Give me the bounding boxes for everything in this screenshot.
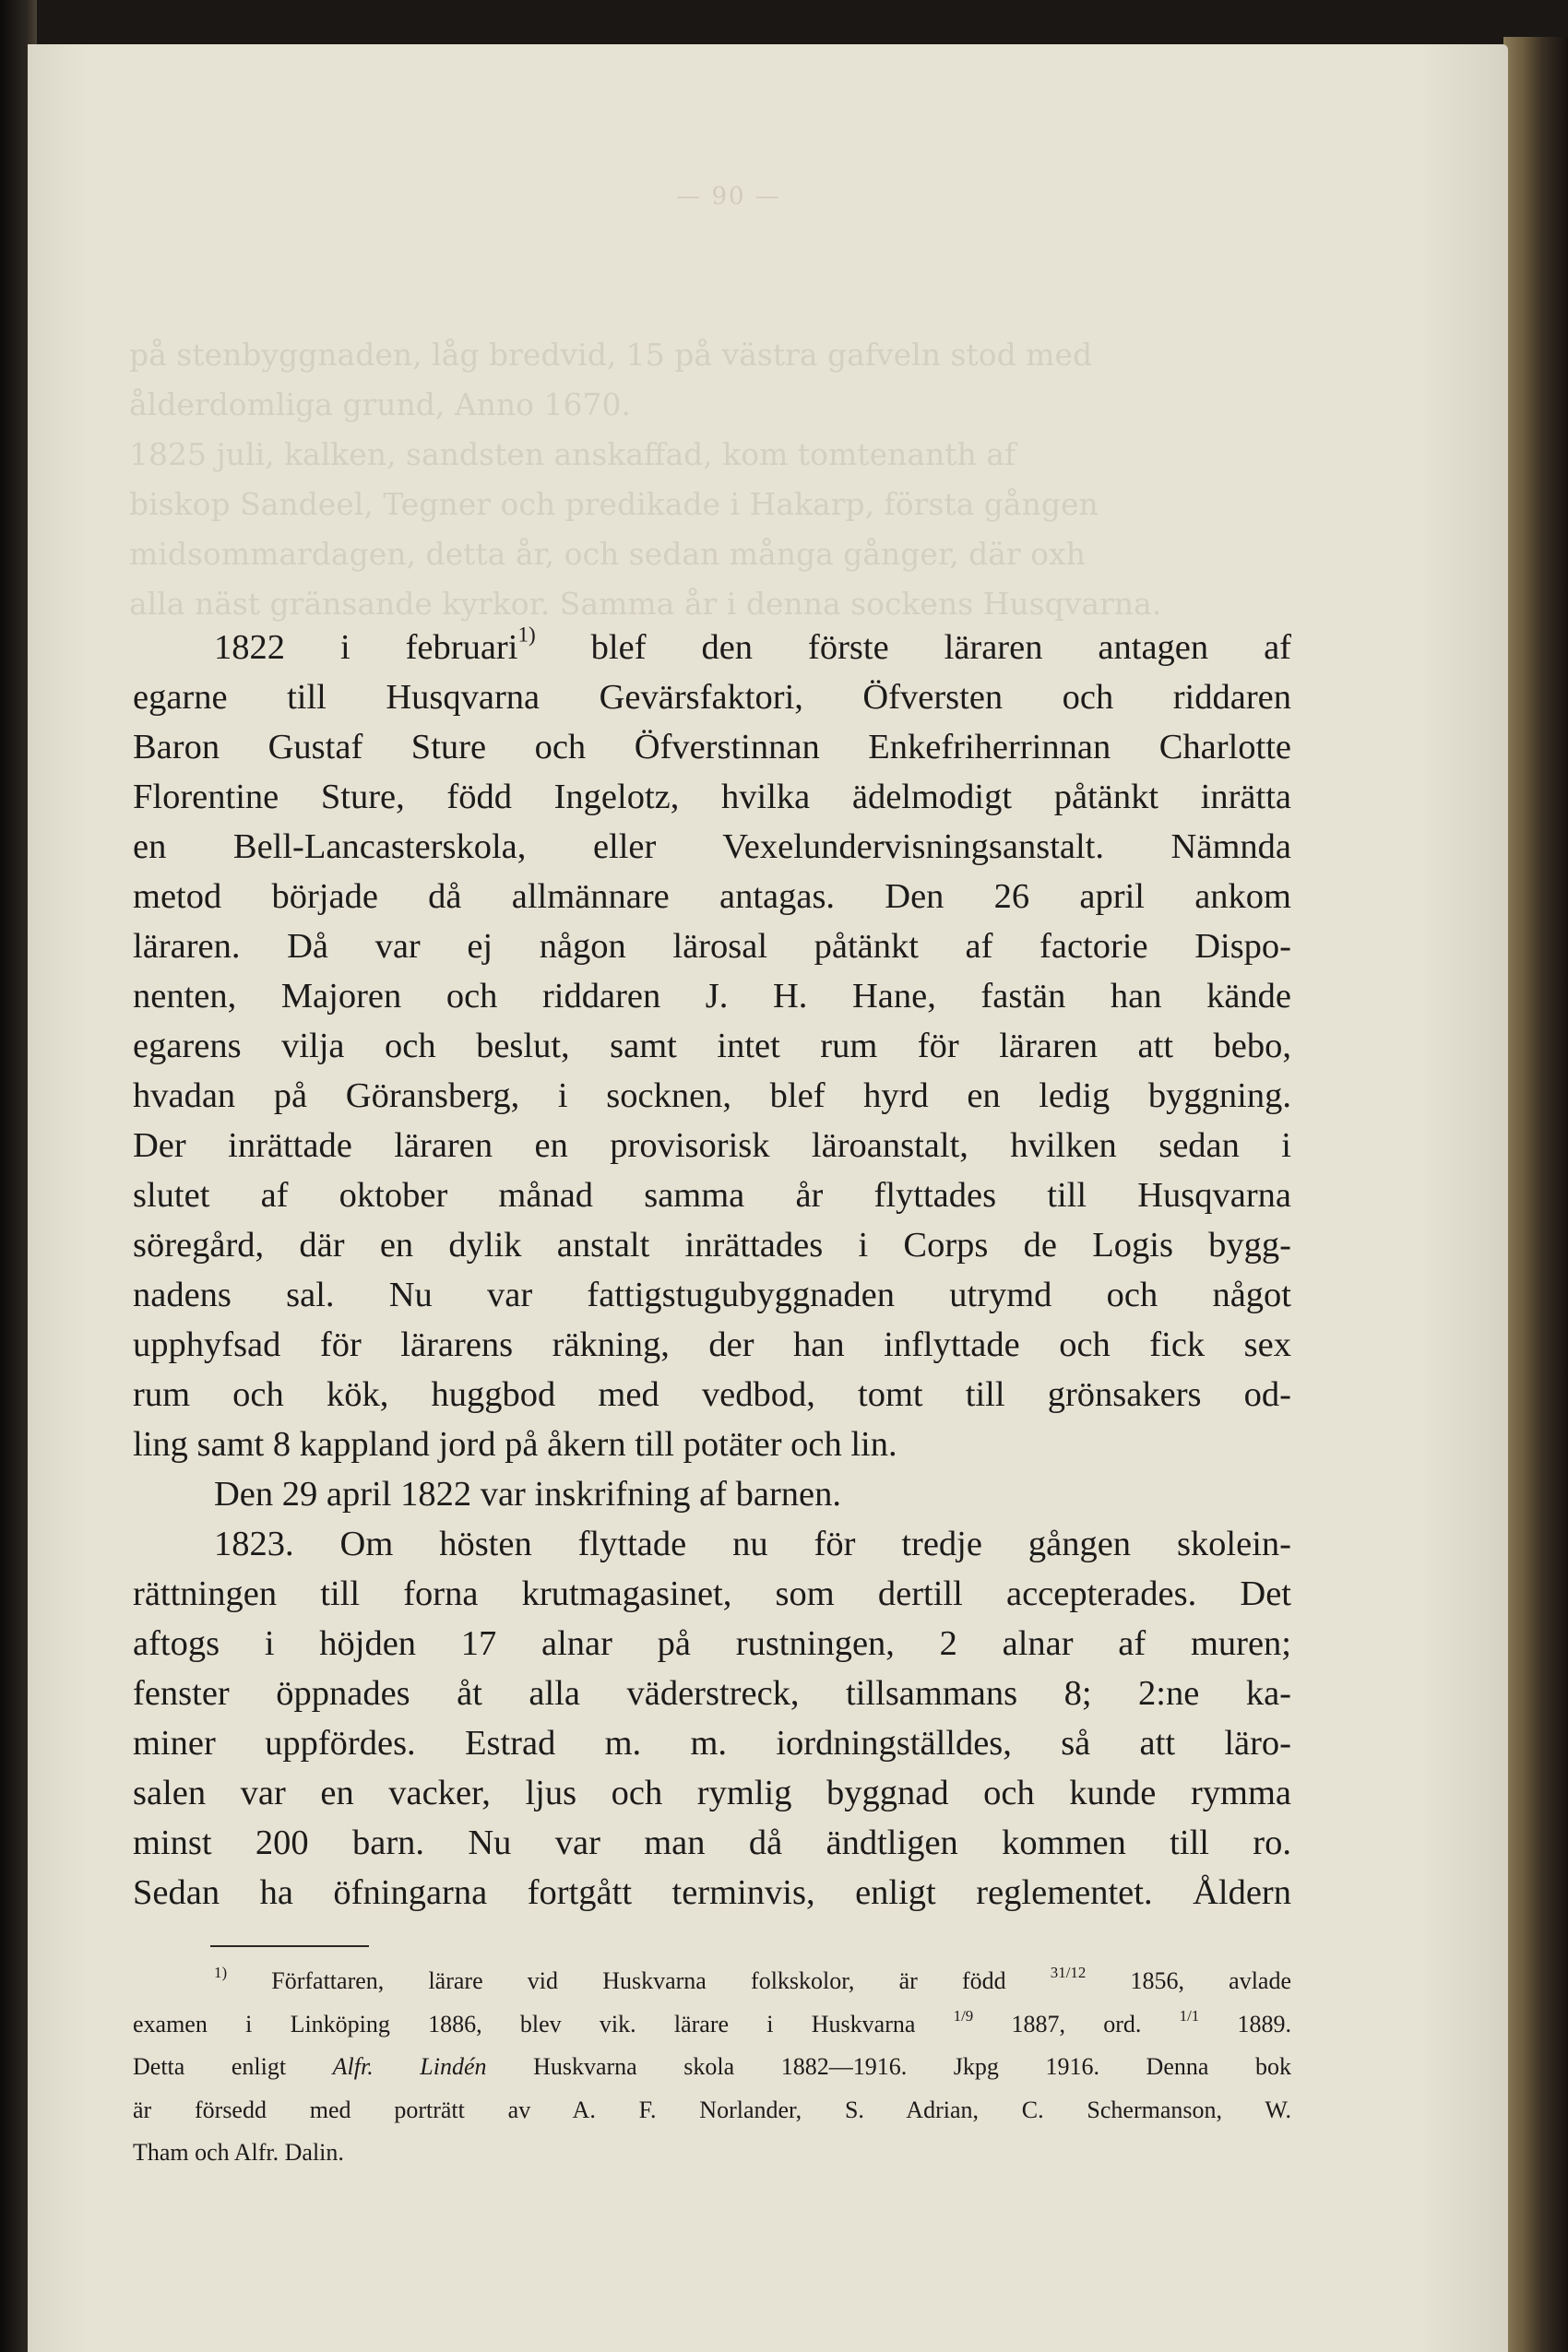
- text-line: [133, 623, 1291, 672]
- text-line: Florentine Sture, född Ingelotz, hvilka ädelmodigt påtänkt inrätta: [133, 778, 1291, 816]
- line-fragment: 1889.: [1199, 2010, 1291, 2037]
- line-fragment: blef den förste läraren antagen af: [535, 628, 1291, 667]
- year-1822: 1822: [214, 628, 285, 667]
- text-line: Den 29 april 1822 var inskrifning af barnen.: [214, 1475, 841, 1514]
- text-line: läraren. Då var ej någon lärosal påtänkt af factorie Dispo-: [133, 927, 1291, 966]
- text-line: egarens vilja och beslut, samt intet rum för läraren att bebo,: [133, 1027, 1291, 1065]
- text-line: nadens sal. Nu var fattigstugubyggnaden utrymd och något: [133, 1276, 1291, 1314]
- line-fragment: i februari: [285, 628, 518, 667]
- text-line: egarne till Husqvarna Gevärsfaktori, Öfversten och riddaren: [133, 678, 1291, 717]
- line-fragment: 1887, ord.: [973, 2010, 1180, 2037]
- footnote-line: är försedd med porträtt av A. F. Norlander, S. Adrian, C. Schermanson, W.: [133, 2096, 1291, 2123]
- text-line: nenten, Majoren och riddaren J. H. Hane, fastän han kände: [133, 977, 1291, 1016]
- text-line: upphyfsad för lärarens räkning, der han inflyttade och fick sex: [133, 1325, 1291, 1364]
- text-line: Der inrättade läraren en provisorisk läroanstalt, hvilken sedan i: [133, 1126, 1291, 1165]
- footnote-divider: [210, 1945, 369, 1947]
- text-line: metod började då allmännare antagas. Den 26 april ankom: [133, 877, 1291, 916]
- footnote: [133, 1960, 1291, 2175]
- text-line: rum och kök, huggbod med vedbod, tomt till grönsakers od-: [133, 1375, 1291, 1414]
- footnote-marker: 1): [214, 1964, 228, 1982]
- bleed-line: 1825 juli, kalken, sandsten anskaffad, kom tomtenanth af: [129, 436, 1016, 472]
- year-1823: 1823: [214, 1525, 285, 1563]
- line-fragment: Författaren, lärare vid Huskvarna folkskolor, är född: [227, 1967, 1051, 1994]
- line-fragment: . Om hösten flyttade nu för tredje gången skolein-: [285, 1525, 1291, 1563]
- footnote-line: [133, 1960, 1291, 2003]
- footnote-line: Tham och Alfr. Dalin.: [133, 2139, 344, 2166]
- fraction-date: 1/1: [1179, 2006, 1200, 2025]
- text-line: miner uppfördes. Estrad m. m. iordningställdes, så att läro-: [133, 1724, 1291, 1763]
- bleed-through-text: [129, 330, 1291, 629]
- author-name: Alfr. Lindén: [332, 2053, 487, 2080]
- text-line: söregård, där en dylik anstalt inrättades i Corps de Logis bygg-: [133, 1226, 1291, 1265]
- text-line: Sedan ha öfningarna fortgått terminvis, enligt reglementet. Åldern: [133, 1873, 1291, 1912]
- main-text: [133, 623, 1291, 1918]
- text-line: minst 200 barn. Nu var man då ändtligen kommen till ro.: [133, 1823, 1291, 1862]
- book-page: [28, 44, 1508, 2352]
- page-edges: [1503, 37, 1568, 2352]
- text-line: salen var en vacker, ljus och rymlig byggnad och kunde rymma: [133, 1774, 1291, 1812]
- line-fragment: examen i Linköping 1886, blev vik. lärare i Huskvarna: [133, 2010, 954, 2037]
- text-line: fenster öppnades åt alla väderstreck, tillsammans 8; 2:ne ka-: [133, 1674, 1291, 1713]
- bleed-line: alla näst gränsande kyrkor. Samma år i denna sockens Husqvarna.: [129, 586, 1162, 622]
- line-fragment: Huskvarna skola 1882—1916. Jkpg 1916. Denna bok: [486, 2053, 1291, 2080]
- footnote-line: [133, 2003, 1291, 2047]
- bleed-line: på stenbyggnaden, låg bredvid, 15 på västra gafveln stod med: [129, 337, 1093, 373]
- fraction-date: 1/9: [953, 2006, 974, 2025]
- bleed-line: biskop Sandeel, Tegner och predikade i Hakarp, första gången: [129, 486, 1099, 522]
- footnote-ref: 1): [517, 622, 536, 647]
- fraction-date: 31/12: [1050, 1964, 1087, 1982]
- text-line: [133, 1519, 1291, 1569]
- line-fragment: 1856, avlade: [1086, 1967, 1291, 1994]
- text-line: en Bell-Lancasterskola, eller Vexelundervisningsanstalt. Nämnda: [133, 827, 1291, 866]
- text-line: rättningen till forna krutmagasinet, som dertill accepterades. Det: [133, 1574, 1291, 1613]
- text-line: aftogs i höjden 17 alnar på rustningen, 2 alnar af muren;: [133, 1624, 1291, 1663]
- footnote-line: [133, 2046, 1291, 2089]
- text-line: hvadan på Göransberg, i socknen, blef hyrd en ledig byggning.: [133, 1076, 1291, 1115]
- text-line: slutet af oktober månad samma år flyttades till Husqvarna: [133, 1176, 1291, 1215]
- bleed-line: ålderdomliga grund, Anno 1670.: [129, 386, 632, 422]
- line-fragment: Detta enligt: [133, 2053, 333, 2080]
- bleed-line: midsommardagen, detta år, och sedan många gånger, där oxh: [129, 536, 1086, 572]
- text-line: Baron Gustaf Sture och Öfverstinnan Enkefriherrinnan Charlotte: [133, 728, 1291, 766]
- page-number: — 90 —: [676, 183, 781, 210]
- text-line: ling samt 8 kappland jord på åkern till potäter och lin.: [133, 1425, 897, 1464]
